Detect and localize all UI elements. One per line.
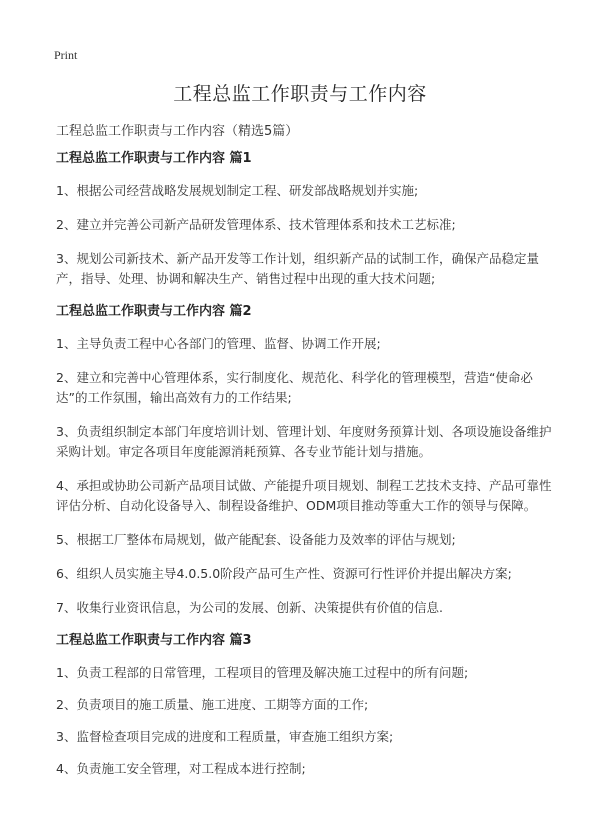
print-label[interactable]: Print (54, 48, 78, 62)
list-item: 3、规划公司新技术、新产品开发等工作计划，组织新产品的试制工作，确保产品稳定量产，指导、处理、协调和解决生产、销售过程中出现的重大技术问题; (56, 251, 539, 286)
list-item: 1、负责工程部的日常管理，工程项目的管理及解决施工过程中的所有问题; (56, 665, 469, 680)
section-heading: 工程总监工作职责与工作内容 篇3 (56, 633, 252, 648)
list-item: 7、收集行业资讯信息，为公司的发展、创新、决策提供有价值的信息. (56, 600, 443, 615)
list-item: 1、主导负责工程中心各部门的管理、监督、协调工作开展; (56, 336, 381, 351)
list-item: 2、建立和完善中心管理体系，实行制度化、规范化、科学化的管理模型，营造“使命必达”的工作氛围，输出高效有力的工作结果; (56, 370, 533, 405)
list-item: 5、根据工厂整体布局规划，做产能配套、设备能力及效率的评估与规划; (56, 532, 456, 547)
list-item: 3、监督检查项目完成的进度和工程质量，审查施工组织方案; (56, 729, 394, 744)
list-item: 2、建立并完善公司新产品研发管理体系、技术管理体系和技术工艺标准; (56, 217, 456, 232)
list-item: 1、根据公司经营战略发展规划制定工程、研发部战略规划并实施; (56, 183, 419, 198)
section-heading: 工程总监工作职责与工作内容 篇1 (56, 151, 252, 166)
list-item: 2、负责项目的施工质量、施工进度、工期等方面的工作; (56, 697, 369, 712)
list-item: 6、组织人员实施主导4.0.5.0阶段产品可生产性、资源可行性评价并提出解决方案; (56, 566, 512, 581)
section-heading: 工程总监工作职责与工作内容 篇2 (56, 304, 252, 319)
document-subtitle: 工程总监工作职责与工作内容（精选5篇） (56, 124, 299, 139)
list-item: 4、负责施工安全管理，对工程成本进行控制; (56, 761, 306, 776)
list-item: 3、负责组织制定本部门年度培训计划、管理计划、年度财务预算计划、各项设施设备维护采购计划。审定各项目年度能源消耗预算、各专业节能计划与措施。 (56, 424, 552, 459)
list-item: 4、承担或协助公司新产品项目试做、产能提升项目规划、制程工艺技术支持、产品可靠性评估分析、自动化设备导入、制程设备维护、ODM项目推动等重大工作的领导与保障。 (56, 478, 552, 513)
document-body (56, 150, 560, 791)
document-title: 工程总监工作职责与工作内容 (173, 83, 427, 105)
